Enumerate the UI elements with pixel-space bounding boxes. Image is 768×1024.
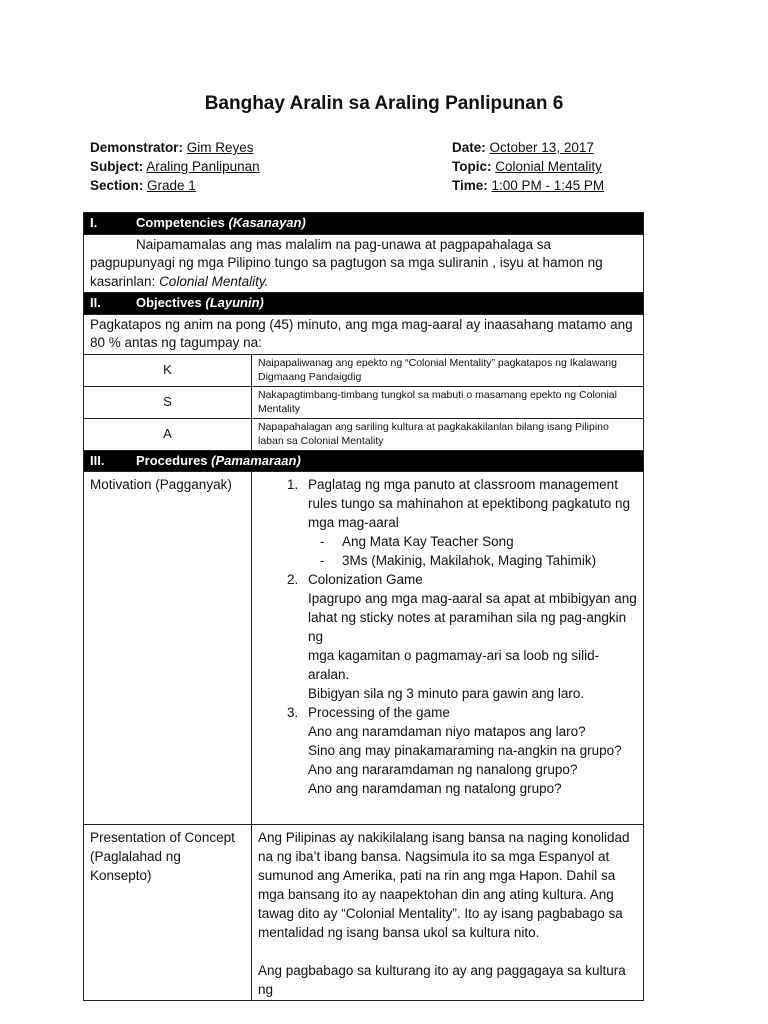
processing-question: Ano ang naramdaman ng natalong grupo? xyxy=(308,781,562,796)
objective-row-k xyxy=(84,354,644,386)
motivation-step-title: Paglatag ng mga panuto at classroom management rules tungo sa mahinahon at epektibong pagkatuto ng mga mag-aaral xyxy=(308,477,630,530)
competencies-body xyxy=(84,234,644,293)
presentation-label: Presentation of Concept (Paglalahad ng Konsepto) xyxy=(84,825,252,1001)
competencies-number: I. xyxy=(90,215,98,230)
motivation-bullet: - 3Ms (Makinig, Makilahok, Maging Tahimik) xyxy=(314,551,637,570)
subject-label: Subject: xyxy=(90,159,144,174)
motivation-step xyxy=(302,475,637,570)
objective-row-s xyxy=(84,386,644,418)
time-row xyxy=(452,176,604,195)
demonstrator-row xyxy=(90,138,260,157)
date-value: October 13, 2017 xyxy=(489,140,594,155)
header-right xyxy=(452,138,604,195)
time-label: Time: xyxy=(452,178,488,193)
section-label: Section: xyxy=(90,178,144,193)
procedures-header xyxy=(84,450,644,472)
competencies-heading-italic: (Kasanayan) xyxy=(228,215,306,230)
subject-value: Araling Panlipunan xyxy=(146,159,260,174)
objectives-heading: Objectives xyxy=(136,295,202,310)
objective-text: Nakapagtimbang-timbang tungkol sa mabuti o masamang epekto ng Colonial Mentality xyxy=(252,386,644,418)
objectives-number: II. xyxy=(90,295,101,310)
objectives-intro: Pagkatapos ng anim na pong (45) minuto, ang mga mag-aaral ay inaasahang matamo ang 80 % antas ng tagumpay na: xyxy=(84,314,644,354)
game-instruction-line: Bibigyan sila ng 3 minuto para gawin ang laro. xyxy=(308,686,585,701)
motivation-label: Motivation (Pagganyak) xyxy=(84,472,252,825)
presentation-paragraph: Ang Pilipinas ay nakikilalang isang bansa na naging konolidad na ng iba’t ibang bansa. Nagsimula ito sa mga Espanyol at sumunod ang Amerika, pati na rin ang mga Hapon. Dahil sa mga bansang ito ay naapektohan din ang ating kultura. Ang tawag dito ay “Colonial Mentality”. Ito ay isang pagbabago sa mentalidad ng isang bansa ukol sa kultura nito. xyxy=(258,830,630,940)
game-instruction-line: mga kagamitan o pagmamay-ari sa loob ng silid-aralan. xyxy=(308,648,600,682)
motivation-step xyxy=(302,570,637,703)
objectives-heading-italic: (Layunin) xyxy=(205,295,264,310)
competencies-heading: Competencies xyxy=(136,215,225,230)
processing-question: Sino ang may pinakamaraming na-angkin na grupo? xyxy=(308,743,622,758)
section-row xyxy=(90,176,260,195)
objective-row-a xyxy=(84,418,644,450)
objective-letter: K xyxy=(84,354,252,386)
subject-row xyxy=(90,157,260,176)
time-value: 1:00 PM - 1:45 PM xyxy=(491,178,605,193)
objective-text: Napapahalagan ang sariling kultura at pagkakakilanlan bilang isang Pilipino laban sa Colonial Mentality xyxy=(252,418,644,450)
presentation-paragraph: Ang pagbabago sa kulturang ito ay ang paggagaya sa kultura ng xyxy=(258,963,626,997)
processing-question: Ano ang nararamdaman ng nanalong grupo? xyxy=(308,762,578,777)
processing-question: Ano ang naramdaman niyo matapos ang laro? xyxy=(308,724,586,739)
demonstrator-value: Gim Reyes xyxy=(186,140,254,155)
topic-value: Colonial Mentality xyxy=(495,159,602,174)
motivation-bullet: - Ang Mata Kay Teacher Song xyxy=(314,532,637,551)
motivation-step-title: Processing of the game xyxy=(308,705,450,720)
motivation-steps xyxy=(258,475,637,798)
presentation-row xyxy=(84,825,644,1001)
competencies-text-italic: Colonial Mentality. xyxy=(159,273,269,289)
objectives-header xyxy=(84,293,644,315)
motivation-step-bullets xyxy=(308,532,637,570)
objective-letter: A xyxy=(84,418,252,450)
motivation-step xyxy=(302,703,637,798)
section-value: Grade 1 xyxy=(147,178,196,193)
objective-text: Naipapaliwanag ang epekto ng “Colonial Mentality” pagkatapos ng Ikalawang Digmaang Pandaigdig xyxy=(252,354,644,386)
game-instruction-line: lahat ng sticky notes at paramihan sila ng pag-angkin ng xyxy=(308,610,627,644)
document-title: Banghay Aralin sa Araling Panlipunan 6 xyxy=(204,93,564,114)
competencies-text: Naipamamalas ang mas malalim na pag-unawa at pagpapahalaga sa pagpupunyagi ng mga Pilipino tungo sa pagtugon sa mga suliranin , isyu at hamon ng kasarinlan: xyxy=(90,236,603,289)
lesson-plan-table xyxy=(83,212,648,1001)
competencies-header xyxy=(84,213,644,235)
date-label: Date: xyxy=(452,140,486,155)
demonstrator-label: Demonstrator: xyxy=(90,140,184,155)
procedures-heading-italic: (Pamamaraan) xyxy=(211,452,301,468)
date-row xyxy=(452,138,604,157)
procedures-number: III. xyxy=(90,452,105,468)
topic-row xyxy=(452,157,604,176)
objective-letter: S xyxy=(84,386,252,418)
header-left xyxy=(90,138,260,195)
topic-label: Topic: xyxy=(452,159,492,174)
motivation-step-title: Colonization Game xyxy=(308,572,423,587)
game-instruction-line: Ipagrupo ang mga mag-aaral sa apat at mbibigyan ang xyxy=(308,591,637,606)
procedures-heading: Procedures xyxy=(136,452,208,468)
motivation-row xyxy=(84,472,644,825)
